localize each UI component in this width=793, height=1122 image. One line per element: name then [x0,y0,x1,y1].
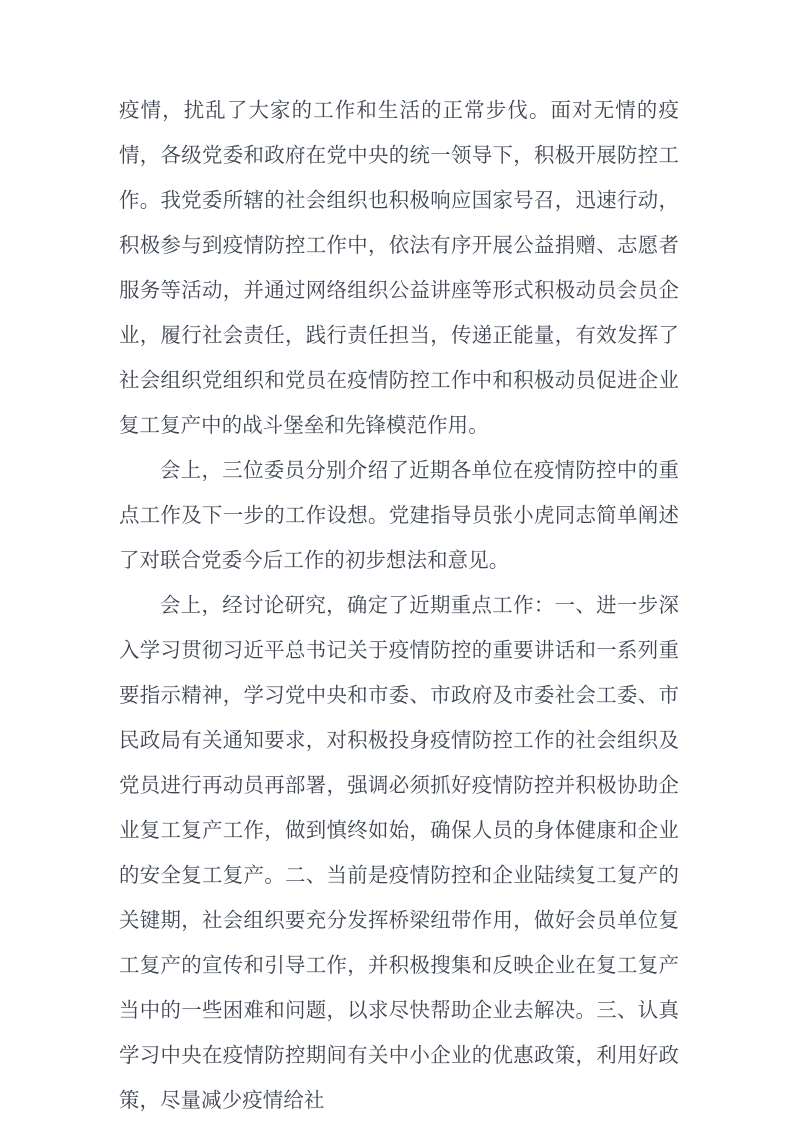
document-text-body [119,88,679,1122]
paragraph-2: 会上，三位委员分别介绍了近期各单位在疫情防控中的重点工作及下一步的工作设想。党建指导员张小虎同志简单阐述了对联合党委今后工作的初步想法和意见。 [119,458,679,572]
paragraph-1: 疫情，扰乱了大家的工作和生活的正常步伐。面对无情的疫情，各级党委和政府在党中央的统一领导下，积极开展防控工作。我党委所辖的社会组织也积极响应国家号召，迅速行动，积极参与到疫情防控工作中，依法有序开展公益捐赠、志愿者服务等活动，并通过网络组织公益讲座等形式积极动员会员企业，履行社会责任，践行责任担当，传递正能量，有效发挥了社会组织党组织和党员在疫情防控工作中和积极动员促进企业复工复产中的战斗堡垒和先锋模范作用。 [119,98,679,437]
paragraph-3: 会上，经讨论研究，确定了近期重点工作：一、进一步深入学习贯彻习近平总书记关于疫情防控的重要讲话和一系列重要指示精神，学习党中央和市委、市政府及市委社会工委、市民政局有关通知要求，对积极投身疫情防控工作的社会组织及党员进行再动员再部署，强调必须抓好疫情防控并积极协助企业复工复产工作，做到慎终如始，确保人员的身体健康和企业的安全复工复产。二、当前是疫情防控和企业陆续复工复产的关键期，社会组织要充分发挥桥梁纽带作用，做好会员单位复工复产的宣传和引导工作，并积极搜集和反映企业在复工复产当中的一些困难和问题，以求尽快帮助企业去解决。三、认真学习中央在疫情防控期间有关中小企业的优惠政策，利用好政策，尽量减少疫情给社 [119,593,679,1112]
